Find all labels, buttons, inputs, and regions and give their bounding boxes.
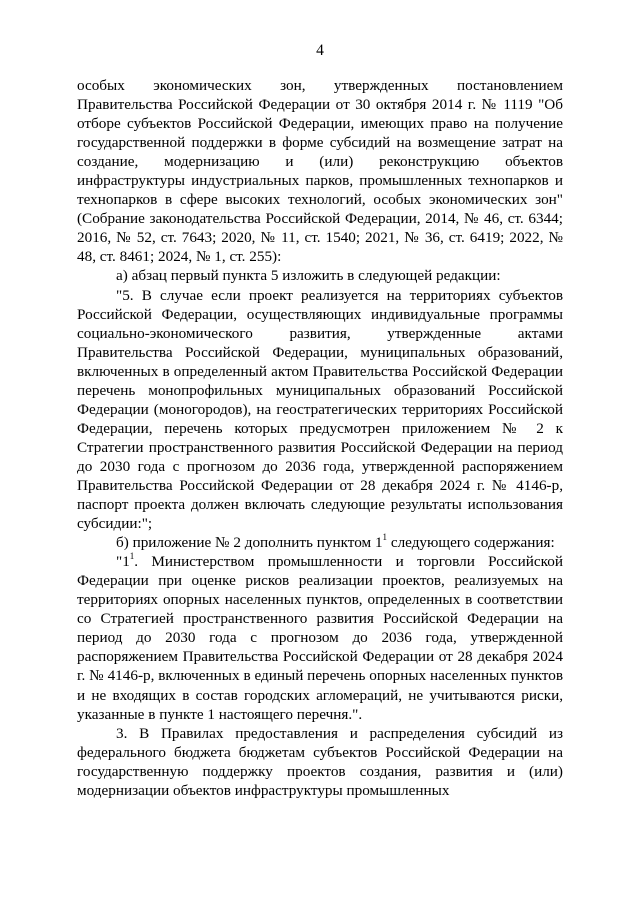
paragraph-section-3: 3. В Правилах предоставления и распределения субсидий из федерального бюджета бюджетам субъектов Российской Федерации на государственную поддержку проектов создания, развития и (или) модернизации объектов инфраструктуры промышленных — [77, 724, 563, 799]
paragraph-point-5-new-text: "5. В случае если проект реализуется на территориях субъектов Российской Федерации, осуществляющих индивидуальные программы социально-экономического развития, утвержденные актами Правительства Российской Федерации, муниципальных образований, включенных в определенный актом Правительства Российской Федерации перечень монопрофильных муниципальных образований Российской Федерации (моногородов), на геостратегических территориях Российской Федерации, перечень которых предусмотрен приложением № 2 к Стратегии пространственного развития Российской Федерации на период до 2030 года с прогнозом до 2036 года, утвержденной распоряжением Правительства Российской Федерации от 28 декабря 2024 г. № 4146-р, паспорт проекта должен включать следующие результаты использования субсидии:"; — [77, 286, 563, 533]
paragraph-subjects-selection-decree: особых экономических зон, утвержденных постановлением Правительства Российской Федерации от 30 октября 2014 г. № 1119 "Об отборе субъектов Российской Федерации, имеющих право на получение государственной поддержки в форме субсидий на возмещение затрат на создание, модернизацию и (или) реконструкцию объектов инфраструктуры индустриальных парков, промышленных технопарков и технопарков в сфере высоких технологий, особых экономических зон" (Собрание законодательства Российской Федерации, 2014, № 46, ст. 6344; 2016, № 52, ст. 7643; 2020, № 11, ст. 1540; 2021, № 36, ст. 6419; 2022, № 48, ст. 8461; 2024, № 1, ст. 255): — [77, 77, 563, 266]
paragraph-point-1-1-text — [77, 552, 563, 723]
superscript-index: 1 — [129, 551, 135, 562]
paragraph-amendment-a: а) абзац первый пункта 5 изложить в следующей редакции: — [116, 267, 501, 285]
paragraph-amendment-b-text-start: б) приложение № 2 дополнить пунктом 1 — [116, 534, 383, 552]
superscript-index: 1 — [382, 532, 388, 543]
paragraph-point-1-1-number: "1 — [116, 553, 130, 571]
page-number: 4 — [316, 42, 324, 59]
paragraph-amendment-b-text-end: следующего содержания: — [387, 534, 555, 552]
document-body — [77, 76, 563, 800]
paragraph-amendment-b — [77, 533, 563, 552]
paragraph-point-1-1-body: . Министерством промышленности и торговли Российской Федерации при оценке рисков реализации проектов, реализуемых на территориях опорных населенных пунктов, определенных в соответствии со Стратегией пространственного развития Российской Федерации на период до 2030 года с прогнозом до 2036 года, утвержденной распоряжением Правительства Российской Федерации от 28 декабря 2024 г. № 4146-р, включенных в единый перечень опорных населенных пунктов и не входящих в состав городских агломераций, не учитываются риски, указанные в пункте 1 настоящего перечня.". — [77, 553, 563, 723]
